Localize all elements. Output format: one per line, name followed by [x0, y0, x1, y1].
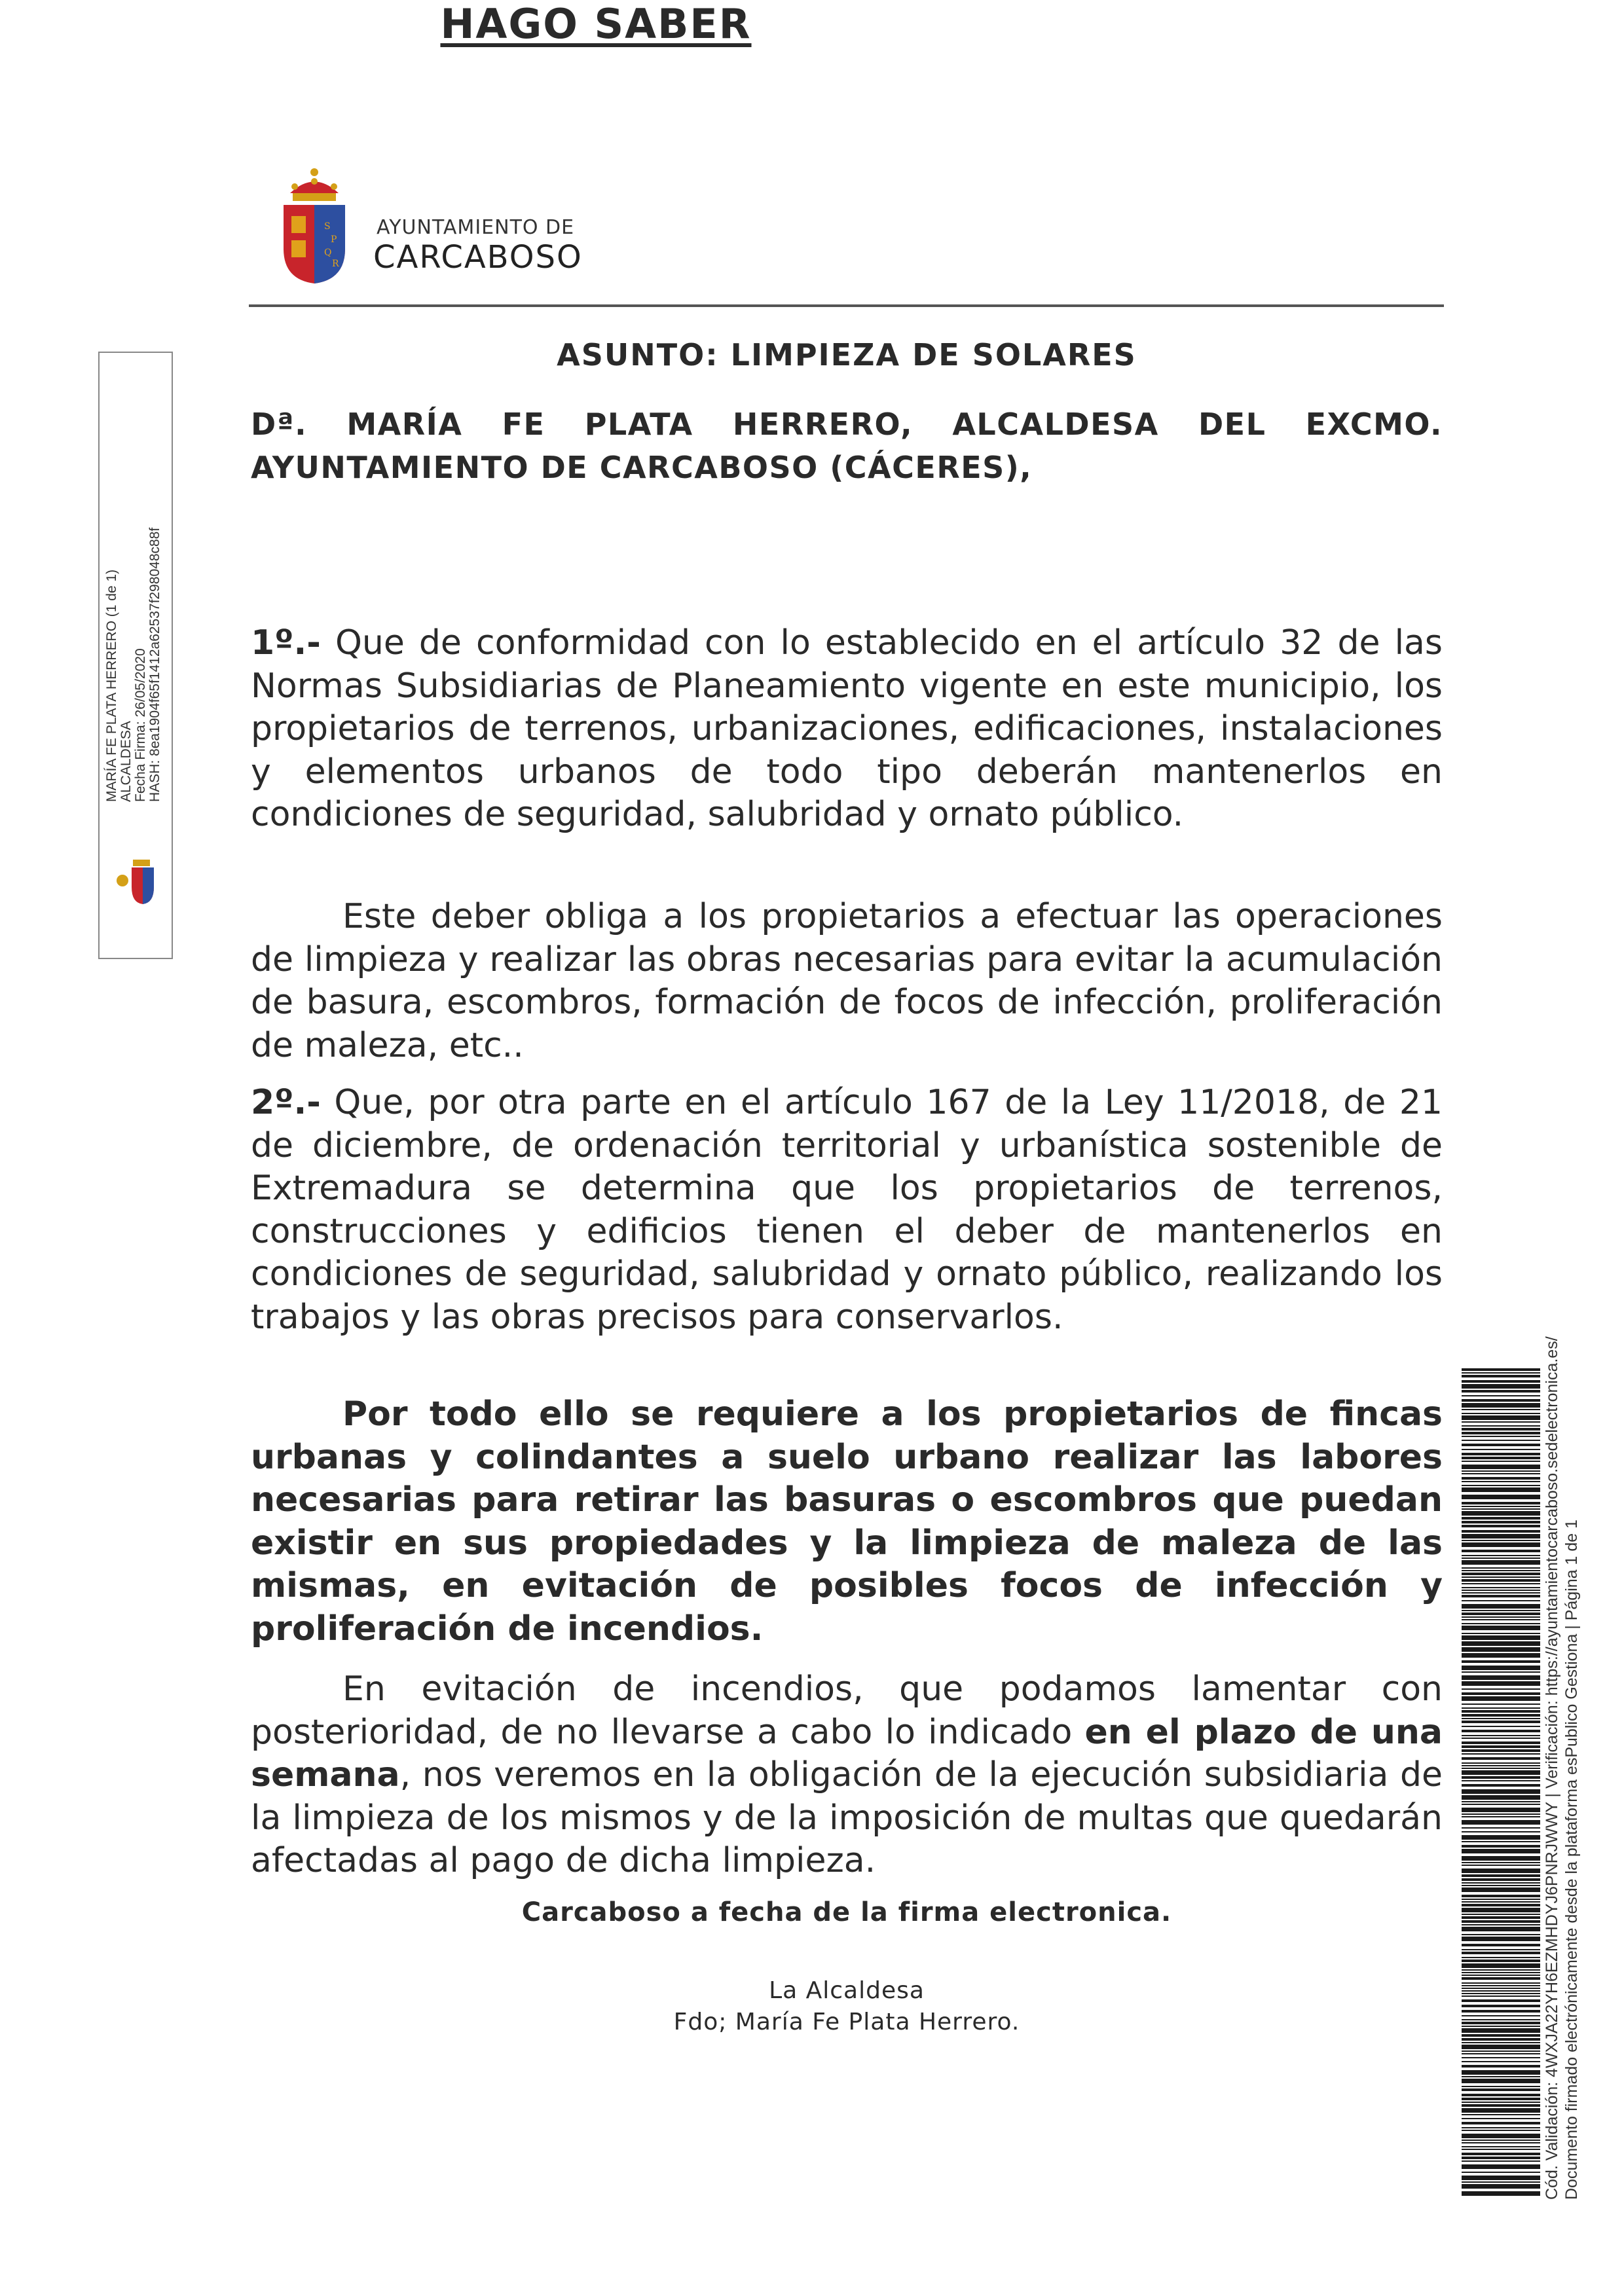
barcode-bar: [1462, 1688, 1540, 1690]
barcode-bar: [1462, 1440, 1540, 1441]
barcode-bar: [1462, 1865, 1540, 1866]
barcode-bar: [1462, 1768, 1540, 1769]
barcode-bar: [1462, 1990, 1540, 1992]
barcode-bar: [1462, 2122, 1540, 2124]
barcode-bar: [1462, 1745, 1540, 1748]
barcode-bar: [1462, 1820, 1540, 1825]
barcode-bar: [1462, 2164, 1540, 2169]
barcode-bar: [1462, 1583, 1540, 1584]
barcode-bar: [1462, 2070, 1540, 2075]
barcode-bar: [1462, 1927, 1540, 1931]
barcode-bar: [1462, 2127, 1540, 2128]
barcode-bar: [1462, 1579, 1540, 1582]
barcode-bar: [1462, 2191, 1540, 2196]
barcode-bar: [1462, 1550, 1540, 1552]
paragraph-3: [251, 1082, 1443, 1339]
barcode-bar: [1462, 1616, 1540, 1618]
barcode-bar: [1462, 1738, 1540, 1739]
barcode-bar: [1462, 1934, 1540, 1935]
signature-hash: HASH: 8ea1904f65f1412a62537f298048c88f: [147, 527, 162, 802]
place-and-date: Carcaboso a fecha de la firma electronica.: [521, 1897, 1172, 1927]
barcode-bar: [1462, 1671, 1540, 1673]
barcode-bar: [1462, 1675, 1540, 1680]
requirement-paragraph: Por todo ello se requiere a los propietarios de fincas urbanas y colindantes a suelo urbano realizar las labores necesarias para retirar las basuras o escombros que puedan existir en sus propiedades y la limpieza de maleza de las mismas, en evitación de posibles focos de infección y proliferación de incendios.: [251, 1394, 1443, 1649]
barcode-bar: [1462, 1972, 1540, 1973]
organization-name: CARCABOSO: [373, 239, 583, 276]
issuer-line-1: Dª. MARÍA FE PLATA HERRERO, ALCALDESA DEL EXCMO.: [251, 407, 1443, 442]
barcode-bar: [1462, 1432, 1540, 1434]
barcode-bar: [1462, 2076, 1540, 2077]
barcode-bar: [1462, 1542, 1540, 1547]
barcode-bar: [1462, 1949, 1540, 1950]
barcode-bar: [1462, 1619, 1540, 1620]
barcode-bar: [1462, 2050, 1540, 2052]
barcode-bar: [1462, 1421, 1540, 1423]
paragraph-1-label: 1º.-: [251, 623, 321, 663]
barcode-bar: [1462, 1741, 1540, 1744]
barcode-bar: [1462, 1804, 1540, 1805]
barcode-bar: [1462, 1714, 1540, 1717]
barcode-bar: [1462, 2146, 1540, 2147]
barcode-bar: [1462, 1937, 1540, 1941]
proclamation-heading: HAGO SABER: [440, 0, 752, 48]
barcode-bar: [1462, 1944, 1540, 1946]
barcode-bar: [1462, 2114, 1540, 2115]
barcode-bar: [1462, 1511, 1540, 1516]
barcode-bar: [1462, 1770, 1540, 1775]
barcode-bar: [1462, 1977, 1540, 1980]
barcode-bar: [1462, 1985, 1540, 1986]
barcode-bar: [1462, 2160, 1540, 2162]
barcode-bar: [1462, 2176, 1540, 2180]
barcode-bar: [1462, 1887, 1540, 1892]
paragraph-5: [251, 1668, 1443, 1883]
barcode-bar: [1462, 1413, 1540, 1414]
barcode-bar: [1462, 2042, 1540, 2043]
barcode-bar: [1462, 1831, 1540, 1832]
barcode-bar: [1462, 2102, 1540, 2103]
barcode-bar: [1462, 1993, 1540, 1994]
barcode-bar: [1462, 2094, 1540, 2096]
barcode-bar: [1462, 1899, 1540, 1900]
signer-title: La Alcaldesa: [769, 1977, 925, 2004]
barcode-bar: [1462, 1914, 1540, 1915]
barcode-bar: [1462, 1789, 1540, 1794]
barcode-bar: [1462, 1592, 1540, 1594]
barcode-bar: [1462, 1540, 1540, 1541]
barcode-bar: [1462, 2005, 1540, 2007]
organization-line-1: AYUNTAMIENTO DE: [377, 216, 575, 239]
barcode-bar: [1462, 1952, 1540, 1954]
barcode-bar: [1462, 1409, 1540, 1410]
barcode-bar: [1462, 1626, 1540, 1630]
barcode-bar: [1462, 1776, 1540, 1779]
barcode-bar: [1462, 1576, 1540, 1578]
coat-of-arms-logo: [278, 167, 350, 285]
barcode-bar: [1462, 1635, 1540, 1640]
barcode-bar: [1462, 1375, 1540, 1377]
barcode-bar: [1462, 1710, 1540, 1713]
barcode-bar: [1462, 1502, 1540, 1504]
small-coat-of-arms-icon: [108, 854, 171, 907]
barcode-bar: [1462, 1813, 1540, 1815]
barcode-bar: [1462, 1590, 1540, 1591]
barcode-bar: [1462, 1647, 1540, 1652]
barcode-bar: [1462, 1762, 1540, 1764]
barcode-bar: [1462, 1707, 1540, 1709]
barcode-bar: [1462, 1425, 1540, 1427]
barcode-bar: [1462, 2184, 1540, 2189]
barcode-bar: [1462, 1485, 1540, 1486]
barcode-bar: [1462, 1610, 1540, 1611]
svg-text:P: P: [331, 234, 337, 245]
paragraph-3-label: 2º.-: [251, 1083, 321, 1122]
barcode-bar: [1462, 1481, 1540, 1482]
barcode-bar: [1462, 1449, 1540, 1450]
barcode-bar: [1462, 1735, 1540, 1736]
barcode-bar: [1462, 1470, 1540, 1472]
barcode-bar: [1462, 2053, 1540, 2054]
barcode-bar: [1462, 1718, 1540, 1719]
barcode-bar: [1462, 1457, 1540, 1459]
barcode-bar: [1462, 1641, 1540, 1646]
barcode-bar: [1462, 2108, 1540, 2113]
paragraph-3-text: Que, por otra parte en el artículo 167 de la Ley 11/2018, de 21 de diciembre, de ordenación territorial y urbanística sostenible de Extremadura se determina que los propietarios de terrenos, construcciones y edificios tienen el deber de mantenerlos en condiciones de seguridad, salubridad y ornato público, realizando los trabajos y las obras precisos para conservarlos.: [251, 1083, 1443, 1337]
barcode-bar: [1462, 1765, 1540, 1766]
barcode-bar: [1462, 2010, 1540, 2013]
barcode-bar: [1462, 1849, 1540, 1853]
barcode-bar: [1462, 1975, 1540, 1976]
paragraph-5-text-a: En evitación de incendios, que podamos lamentar con posterioridad, de no llevarse a cabo lo indicado: [251, 1669, 1443, 1752]
barcode-bar: [1462, 1560, 1540, 1565]
barcode-bar: [1462, 1920, 1540, 1923]
barcode-bar: [1462, 1436, 1540, 1437]
barcode-bar: [1462, 1534, 1540, 1539]
barcode-bar: [1462, 2079, 1540, 2083]
barcode-bar: [1462, 1368, 1540, 1371]
barcode-bar: [1462, 1753, 1540, 1755]
barcode-bar: [1462, 1660, 1540, 1663]
barcode-bar: [1462, 1908, 1540, 1912]
barcode-bar: [1462, 1868, 1540, 1873]
barcode-bar: [1462, 1862, 1540, 1863]
barcode-bar: [1462, 1882, 1540, 1884]
barcode-bar: [1462, 1749, 1540, 1752]
barcode-bar: [1462, 1587, 1540, 1588]
barcode-bar: [1462, 1508, 1540, 1510]
barcode-bar: [1462, 1988, 1540, 1989]
barcode-bar: [1462, 1384, 1540, 1389]
barcode-bar: [1462, 2086, 1540, 2087]
barcode-bar: [1462, 1901, 1540, 1903]
barcode-bar: [1462, 1428, 1540, 1430]
barcode-bar: [1462, 1570, 1540, 1571]
barcode-bar: [1462, 1372, 1540, 1374]
barcode-bar: [1462, 1757, 1540, 1760]
svg-text:S: S: [324, 221, 331, 232]
barcode-bar: [1462, 1780, 1540, 1781]
barcode-bar: [1462, 1904, 1540, 1906]
barcode-bar: [1462, 1692, 1540, 1695]
barcode-bar: [1462, 1999, 1540, 2002]
barcode-bar: [1462, 1473, 1540, 1474]
barcode-bar: [1462, 1521, 1540, 1523]
svg-text:Q: Q: [324, 247, 332, 258]
barcode-bar: [1462, 1613, 1540, 1615]
barcode-bar: [1462, 1633, 1540, 1634]
barcode-bar: [1462, 2045, 1540, 2049]
barcode-bar: [1462, 1517, 1540, 1520]
deadline-text: en el plazo de una semana: [251, 1712, 1443, 1795]
barcode: [1462, 1368, 1540, 2200]
barcode-bar: [1462, 1604, 1540, 1609]
svg-text:R: R: [332, 259, 339, 269]
barcode-bar: [1462, 2098, 1540, 2100]
barcode-bar: [1462, 1969, 1540, 1971]
barcode-bar: [1462, 1506, 1540, 1507]
barcode-bar: [1462, 2134, 1540, 2138]
barcode-bar: [1462, 2157, 1540, 2159]
verification-text: [1542, 1336, 1595, 2200]
paragraph-2: Este deber obliga a los propietarios a efectuar las operaciones de limpieza y realizar las obras necesarias para evitar la acumulación de basura, escombros, formación de focos de infección, proliferación de maleza, etc..: [251, 897, 1443, 1065]
barcode-bar: [1462, 2022, 1540, 2024]
barcode-bar: [1462, 2065, 1540, 2068]
barcode-bar: [1462, 1461, 1540, 1462]
paragraph-1: [251, 622, 1443, 837]
barcode-bar: [1462, 1477, 1540, 1480]
barcode-bar: [1462, 1600, 1540, 1601]
barcode-bar: [1462, 1874, 1540, 1877]
barcode-bar: [1462, 1726, 1540, 1727]
barcode-bar: [1462, 2019, 1540, 2020]
barcode-bar: [1462, 1801, 1540, 1802]
barcode-bar: [1462, 2104, 1540, 2107]
barcode-bar: [1462, 1465, 1540, 1469]
barcode-bar: [1462, 2130, 1540, 2131]
barcode-bar: [1462, 2028, 1540, 2033]
barcode-bar: [1462, 1963, 1540, 1968]
barcode-bar: [1462, 1595, 1540, 1597]
barcode-bar: [1462, 1399, 1540, 1402]
barcode-bar: [1462, 1653, 1540, 1658]
barcode-bar: [1462, 1995, 1540, 1997]
barcode-bar: [1462, 1623, 1540, 1624]
barcode-bar: [1462, 1525, 1540, 1527]
barcode-bar: [1462, 1681, 1540, 1686]
barcode-bar: [1462, 1841, 1540, 1842]
validation-code: Cód. Validación: 4WXJA22YH6EZMHDYJ6PNRJWWY | Verificación: https://ayuntamientocarcaboso.sedelectronica.es/: [1543, 1336, 1561, 2200]
barcode-bar: [1462, 1885, 1540, 1886]
barcode-bar: [1462, 2142, 1540, 2143]
barcode-bar: [1462, 2026, 1540, 2027]
paragraph-1-text: Que de conformidad con lo establecido en el artículo 32 de las Normas Subsidiarias de Planeamiento vigente en este municipio, los propietarios de terrenos, urbanizaciones, edificaciones, instalaciones y elementos urbanos de todo tipo deberán mantenerlos en condiciones de seguridad, salubridad y ornato público.: [251, 623, 1443, 834]
barcode-bar: [1462, 1916, 1540, 1919]
barcode-bar: [1462, 1444, 1540, 1446]
barcode-bar: [1462, 2118, 1540, 2119]
barcode-bar: [1462, 2061, 1540, 2062]
barcode-bar: [1462, 2172, 1540, 2173]
signature-role: ALCALDESA: [119, 721, 134, 802]
barcode-bar: [1462, 2015, 1540, 2016]
barcode-bar: [1462, 2057, 1540, 2058]
barcode-bar: [1462, 2088, 1540, 2091]
barcode-bar: [1462, 1487, 1540, 1492]
barcode-bar: [1462, 1696, 1540, 1701]
barcode-bar: [1462, 1380, 1540, 1383]
barcode-bar: [1462, 1957, 1540, 1958]
barcode-bar: [1462, 2181, 1540, 2183]
barcode-bar: [1462, 1415, 1540, 1420]
barcode-bar: [1462, 1959, 1540, 1962]
barcode-bar: [1462, 2140, 1540, 2141]
barcode-bar: [1462, 1924, 1540, 1925]
barcode-bar: [1462, 2149, 1540, 2150]
barcode-bar: [1462, 1808, 1540, 1812]
signature-stamp-text: [105, 344, 170, 802]
barcode-bar: [1462, 1395, 1540, 1396]
barcode-bar: [1462, 1555, 1540, 1556]
barcode-bar: [1462, 1567, 1540, 1569]
barcode-bar: [1462, 1730, 1540, 1732]
barcode-bar: [1462, 1390, 1540, 1393]
barcode-bar: [1462, 1666, 1540, 1670]
barcode-bar: [1462, 1721, 1540, 1723]
signature-date: Fecha Firma: 26/05/2020: [133, 648, 148, 802]
barcode-bar: [1462, 1856, 1540, 1861]
barcode-bar: [1462, 1895, 1540, 1897]
paragraph-5-text-b: , nos veremos en la obligación de la ejecución subsidiaria de la limpieza de los mismos y de la imposición de multas que quedarán afectadas al pago de dicha limpieza.: [251, 1755, 1443, 1880]
barcode-bar: [1462, 2034, 1540, 2037]
barcode-bar: [1462, 1495, 1540, 1499]
barcode-bar: [1462, 1835, 1540, 1840]
document-subject: ASUNTO: LIMPIEZA DE SOLARES: [557, 337, 1137, 373]
barcode-bar: [1462, 1816, 1540, 1817]
barcode-bar: [1462, 2038, 1540, 2041]
barcode-bar: [1462, 1982, 1540, 1984]
barcode-bar: [1462, 1878, 1540, 1881]
barcode-bar: [1462, 1704, 1540, 1705]
barcode-bar: [1462, 1784, 1540, 1787]
barcode-bar: [1462, 1573, 1540, 1575]
barcode-bar: [1462, 1403, 1540, 1408]
barcode-bar: [1462, 1827, 1540, 1829]
barcode-bar: [1462, 1558, 1540, 1559]
signer-name: Fdo; María Fe Plata Herrero.: [673, 2009, 1020, 2035]
issuer-line-2: AYUNTAMIENTO DE CARCABOSO (CÁCERES),: [251, 450, 1033, 485]
header-divider: [249, 304, 1444, 307]
barcode-bar: [1462, 1530, 1540, 1533]
barcode-bar: [1462, 1795, 1540, 1800]
barcode-bar: [1462, 1453, 1540, 1455]
signature-signer: MARÍA FE PLATA HERRERO (1 de 1): [104, 569, 119, 802]
platform-note: Documento firmado electrónicamente desde la plataforma esPublico Gestiona | Página 1 de 1: [1562, 1519, 1581, 2200]
barcode-bar: [1462, 1845, 1540, 1848]
barcode-bar: [1462, 2153, 1540, 2155]
